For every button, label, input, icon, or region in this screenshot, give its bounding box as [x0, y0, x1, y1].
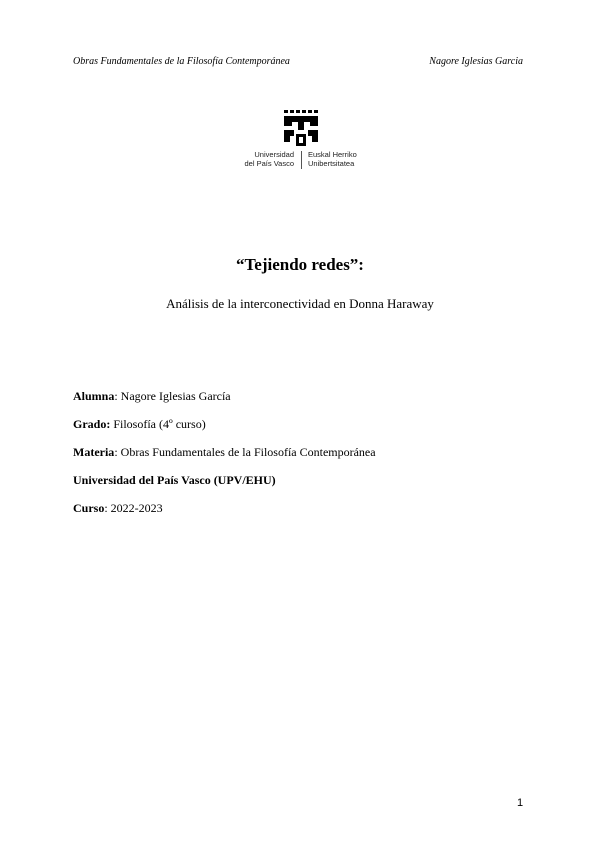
document-title: “Tejiendo redes”:	[236, 255, 364, 274]
info-grado-label: Grado:	[73, 417, 111, 431]
info-materia-value: : Obras Fundamentales de la Filosofía Contemporánea	[114, 445, 376, 459]
logo-caption-spanish: Universidad del País Vasco	[244, 150, 294, 168]
page-header	[73, 53, 523, 69]
page-number: 1	[517, 797, 524, 809]
info-universidad	[73, 473, 276, 488]
info-grado	[73, 417, 206, 432]
info-alumna-label: Alumna	[73, 389, 115, 403]
header-course-title: Obras Fundamentales de la Filosofía Contemporánea	[73, 55, 290, 67]
logo-caption-basque: Euskal Herriko Unibertsitatea	[308, 150, 357, 168]
document-subtitle: Análisis de la interconectividad en Donna Haraway	[166, 296, 434, 311]
university-logo	[236, 110, 366, 172]
upv-ehu-emblem-icon	[280, 110, 322, 146]
info-alumna-value: : Nagore Iglesias García	[114, 389, 231, 403]
info-alumna	[73, 389, 231, 404]
header-author: Nagore Iglesias Garcia	[429, 55, 523, 67]
info-universidad-text: Universidad del País Vasco (UPV/EHU)	[73, 473, 276, 487]
logo-divider	[301, 151, 302, 169]
info-curso-value: : 2022-2023	[104, 501, 163, 515]
info-curso-label: Curso	[73, 501, 105, 515]
info-grado-value: Filosofía (4º curso)	[110, 417, 206, 431]
info-curso	[73, 501, 163, 516]
info-materia-label: Materia	[73, 445, 115, 459]
info-materia	[73, 445, 376, 460]
